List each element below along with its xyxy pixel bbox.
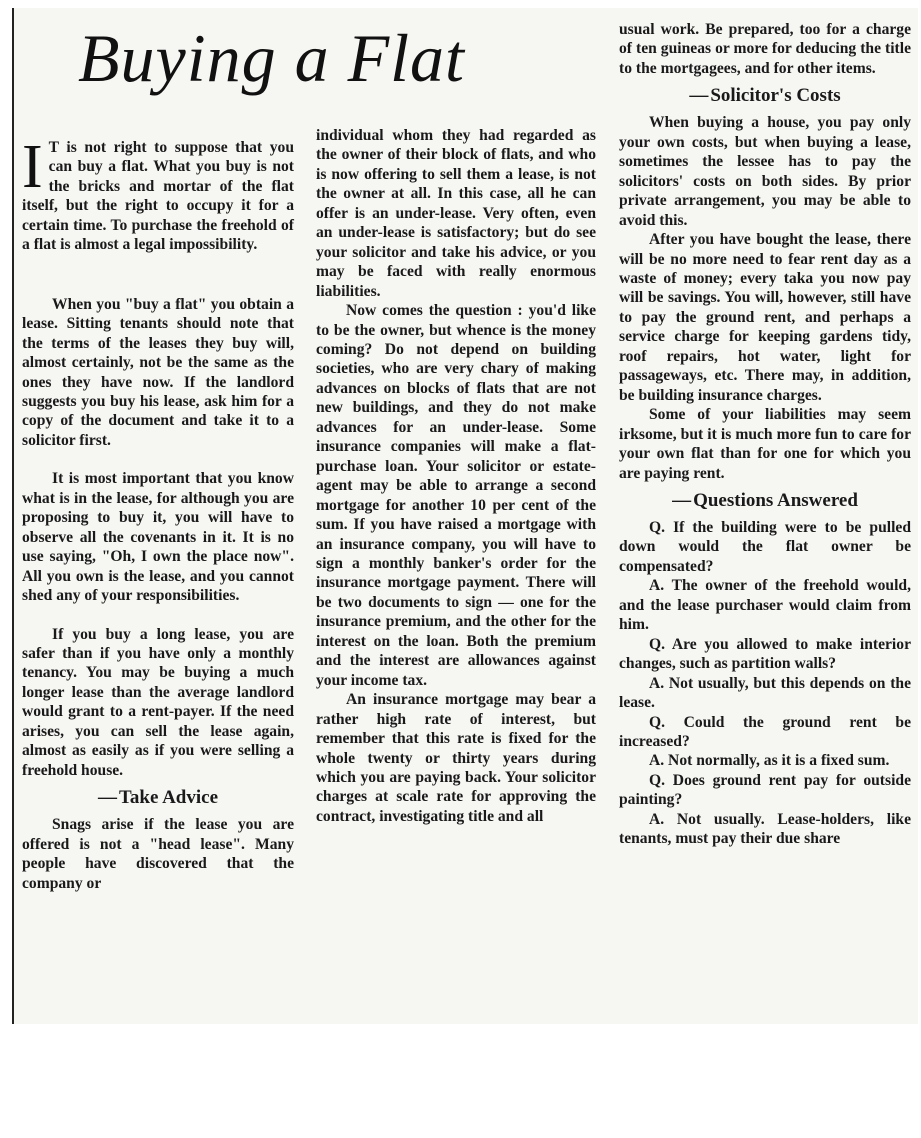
qa-item: Q. Does ground rent pay for outside painting? bbox=[619, 771, 911, 809]
qa-item: Q. Are you allowed to make interior changes, such as partition walls? bbox=[619, 635, 911, 673]
qa-item: A. The owner of the freehold would, and the lease purchaser would claim from him. bbox=[619, 577, 911, 634]
paragraph: Some of your liabilities may seem irksome, but it is much more fun to care for your own flat than for one for which you are paying rent. bbox=[619, 406, 911, 482]
intro-paragraph bbox=[22, 133, 294, 255]
qa-item: Q. If the building were to be pulled down would the flat owner be compensated? bbox=[619, 518, 911, 575]
paragraph: It is most important that you know what is in the lease, for although you are proposing to buy it, you will have to observe all the covenants in it. It is no use saying, "Oh, I own the place now". All you own is the lease, and you cannot shed any of your responsibilities. bbox=[22, 470, 294, 605]
paragraph: When you "buy a flat" you obtain a lease. Sitting tenants should note that the terms of the leases they buy will, almost certainly, not be the same as the ones they have now. If the landlord suggests you buy his lease, ask him for a copy of the document and take it to a solicitor first. bbox=[22, 295, 294, 449]
subheading-take-advice: — Take Advice bbox=[97, 787, 219, 809]
headline: Buying a Flat bbox=[78, 20, 465, 96]
column-2 bbox=[316, 126, 596, 1138]
qa-item: Q. Could the ground rent be increased? bbox=[619, 713, 911, 750]
paragraph: If you buy a long lease, you are safer than if you have only a monthly tenancy. You may be buying a much longer lease than the average landlord would grant to a rent-payer. If the need arises, you can sell the lease again, almost as easily as if you were selling a freehold house. bbox=[22, 625, 294, 779]
subheading-solicitors-costs: — Solicitor's Costs bbox=[689, 85, 841, 107]
paragraph: When buying a house, you pay only your own costs, but when buying a lease, sometimes the lessee has to pay the solicitors' costs on both sides. By prior private arrangement, you may be able to avoid this. bbox=[619, 114, 911, 229]
paragraph: individual whom they had regarded as the owner of their block of flats, and who is now offering to sell them a lease, is not the owner at all. In this case, all he can offer is an under-lease. Very often, even an under-lease is satisfactory; but do see your solicitor and take his advice, or you may be faced with really enormous liabilities. bbox=[316, 127, 596, 300]
subheading-questions-answered: — Questions Answered bbox=[672, 489, 858, 511]
qa-item: A. Not usually, but this depends on the lease. bbox=[619, 674, 911, 712]
qa-item: A. Not usually. Lease-holders, like tenants, must pay their due share bbox=[619, 810, 911, 848]
paragraph: Snags arise if the lease you are offered is not a "head lease". Many people have discovered that the company or bbox=[22, 816, 294, 892]
intro-text: T is not right to suppose that you can buy a flat. What you buy is not the bricks and mortar of the flat itself, but the right to occupy it for a certain time. To purchase the freehold of a flat is almost a legal impossibility. bbox=[22, 139, 294, 254]
paragraph: After you have bought the lease, there will be no more need to fear rent day as a waste of money; every taka you now pay will be savings. You will, however, still have to pay the ground rent, and perhaps a service charge for keeping gardens tidy, roof repairs, hot water, light for passageways, etc. There may, in addition, be building insurance charges. bbox=[619, 231, 911, 404]
qa-item: A. Not normally, as it is a fixed sum. bbox=[649, 752, 890, 770]
newspaper-clipping bbox=[12, 8, 918, 1024]
column-3 bbox=[619, 20, 911, 1032]
drop-cap: I bbox=[22, 133, 43, 201]
paragraph: An insurance mortgage may bear a rather high rate of interest, but remember that this rate is fixed for the whole twenty or thirty years during which you are paying back. Your solicitor charges at scale rate for approving the contract, investigating title and all bbox=[316, 691, 596, 825]
paragraph: Now comes the question : you'd like to be the owner, but whence is the money coming? Do not depend on building societies, who are very chary of making advances on blocks of flats that are not new buildings, and they do not make advances for an under-lease. Some insurance companies will make a flat-purchase loan. Your solicitor or estate-agent may be able to arrange a second mortgage for another 10 per cent of the sum. If you have raised a mortgage with an insurance company, you will have to sign a monthly banker's order for the insurance mortgage payment. There will be two documents to sign — one for the insurance premium, and the other for the interest on the loan. Both the premium and the interest are allowances against your income tax. bbox=[316, 302, 596, 689]
paragraph: usual work. Be prepared, too for a charge of ten guineas or more for deducing the title to the mortgagees, and for other items. bbox=[619, 21, 911, 77]
